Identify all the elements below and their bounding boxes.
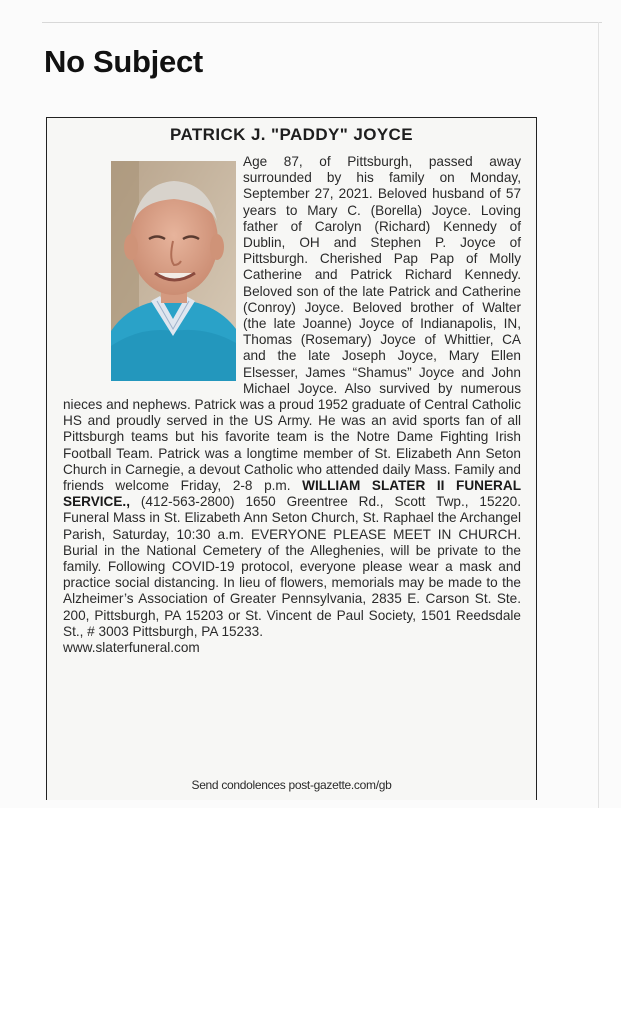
photo-text-wrap: [63, 154, 243, 386]
obituary-clipping: [46, 117, 537, 800]
condolences-line: Send condolences post-gazette.com/gb: [191, 778, 392, 792]
funeral-home-website: www.slaterfuneral.com: [63, 640, 200, 656]
obituary-body: [63, 154, 521, 656]
right-divider: [598, 22, 599, 808]
obituary-intro-text: Age 87, of Pittsburgh, passed away surrounded by his family on Monday, September 27, 2021. Beloved husband of 57 years to Mary C. (Borella) Joyce. Loving father of Carolyn (Richard) Kennedy of Dublin, OH and Stephen P. Joyce of Pittsburgh. Cherished Pap Pap of Molly Catherine and Patrick Richard Kennedy. Beloved son of the late Patrick and Catherine (Conroy) Joyce. Beloved brother of Walter (the late Joanne) Joyce of Indianapolis, IN, Thomas (Rosemary) Joyce of Whittier, CA and the late Joseph Joyce, Mary Ellen Elsesser, James “Shamus” Joyce and John Michael Joyce. Also survived by numerous nieces and nephews. Patrick was a proud 1952 graduate of Central Catholic HS and proudly served in the US Army. He was an avid sports fan of all Pittsburgh teams but his favorite team is the Notre Dame Fighting Irish Football Team. Patrick was a longtime member of St. Elizabeth Ann Seton Church in Carnegie, a devout Catholic who attended daily Mass. Family and friends welcome Friday, 2-8 p.m.: [63, 154, 521, 494]
obituary-details-text: (412-563-2800) 1650 Greentree Rd., Scott Twp., 15220. Funeral Mass in St. Elizabeth Ann Seton Church, St. Raphael the Archangel Parish, Saturday, 10:30 a.m. EVERYONE PLEASE MEET IN CHURCH. Burial in the National Cemetery of the Alleghenies, will be private to the family. Following COVID-19 protocol, everyone please wear a mask and practice social distancing. In lieu of flowers, memorials may be made to the Alzheimer’s Association of Greater Pennsylvania, 2835 E. Carson St. Ste. 200, Pittsburgh, PA 15203 or St. Vincent de Paul Society, 1501 Reedsdale St., # 3003 Pittsburgh, PA 15233.: [63, 494, 521, 639]
page-title: No Subject: [44, 44, 203, 79]
obituary-name: PATRICK J. "PADDY" JOYCE: [170, 125, 413, 144]
funeral-home-name: WILLIAM SLATER II FUNERAL SERVICE.,: [63, 478, 521, 510]
top-divider: [42, 22, 602, 23]
